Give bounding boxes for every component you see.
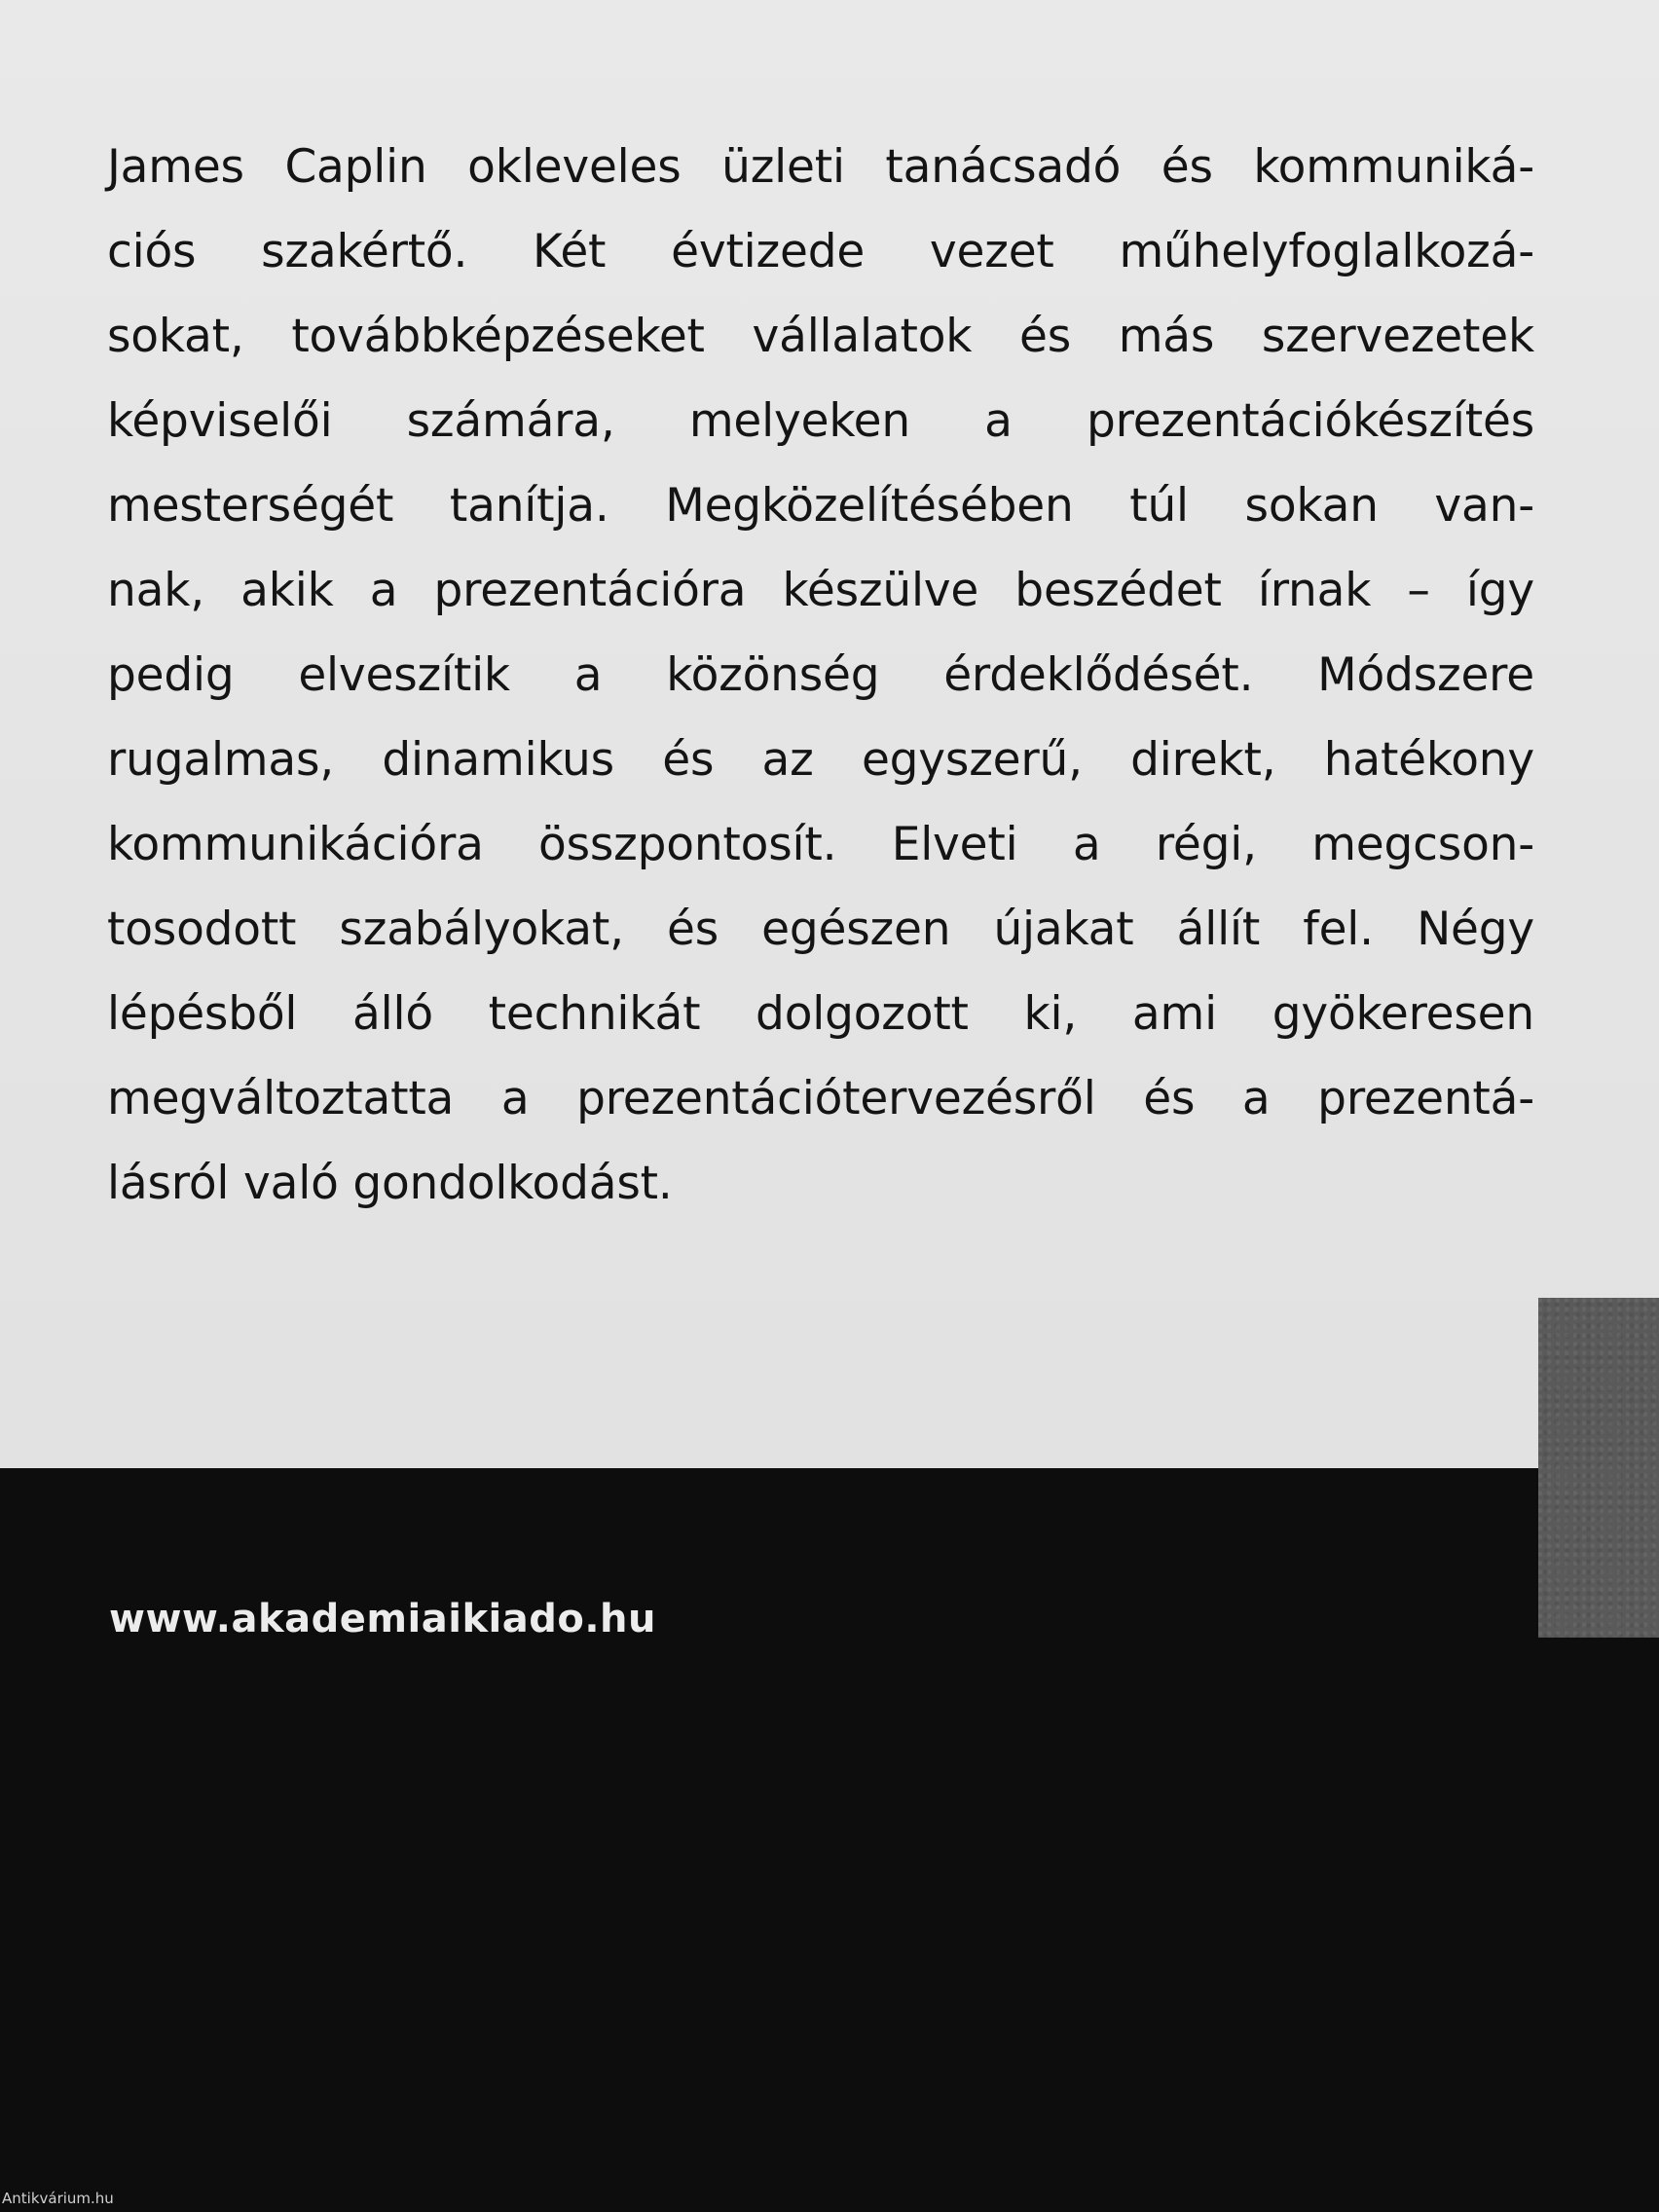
blurb-line: megváltoztatta a prezentációtervezésről és a prezentá- xyxy=(107,1072,1534,1125)
blurb-line: lépésből álló technikát dolgozott ki, ami gyökeresen xyxy=(107,987,1534,1041)
blurb-line: mesterségét tanítja. Megközelítésében túl sokan van- xyxy=(107,479,1534,533)
author-blurb xyxy=(107,125,1534,1226)
blurb-line: rugalmas, dinamikus és az egyszerű, direkt, hatékony xyxy=(107,733,1534,787)
blurb-line: nak, akik a prezentációra készülve beszédet írnak – így xyxy=(107,564,1534,617)
gray-side-tab xyxy=(1538,1298,1659,1638)
blurb-line: tosodott szabályokat, és egészen újakat állít fel. Négy xyxy=(107,903,1534,956)
blurb-line: kommunikációra összpontosít. Elveti a régi, megcson- xyxy=(107,818,1534,871)
blurb-line: pedig elveszítik a közönség érdeklődését. Módszere xyxy=(107,648,1534,702)
black-band xyxy=(0,1468,1659,2212)
blurb-line: képviselői számára, melyeken a prezentációkészítés xyxy=(107,394,1534,448)
blurb-line: sokat, továbbképzéseket vállalatok és más szervezetek xyxy=(107,310,1534,363)
blurb-line: lásról való gondolkodást. xyxy=(107,1157,673,1210)
blurb-line: ciós szakértő. Két évtizede vezet műhelyfoglalkozá- xyxy=(107,225,1534,278)
watermark: Antikvárium.hu xyxy=(2,2190,114,2207)
blurb-line: James Caplin okleveles üzleti tanácsadó és kommuniká- xyxy=(107,140,1534,194)
publisher-url: www.akademiaikiado.hu xyxy=(109,1597,657,1641)
